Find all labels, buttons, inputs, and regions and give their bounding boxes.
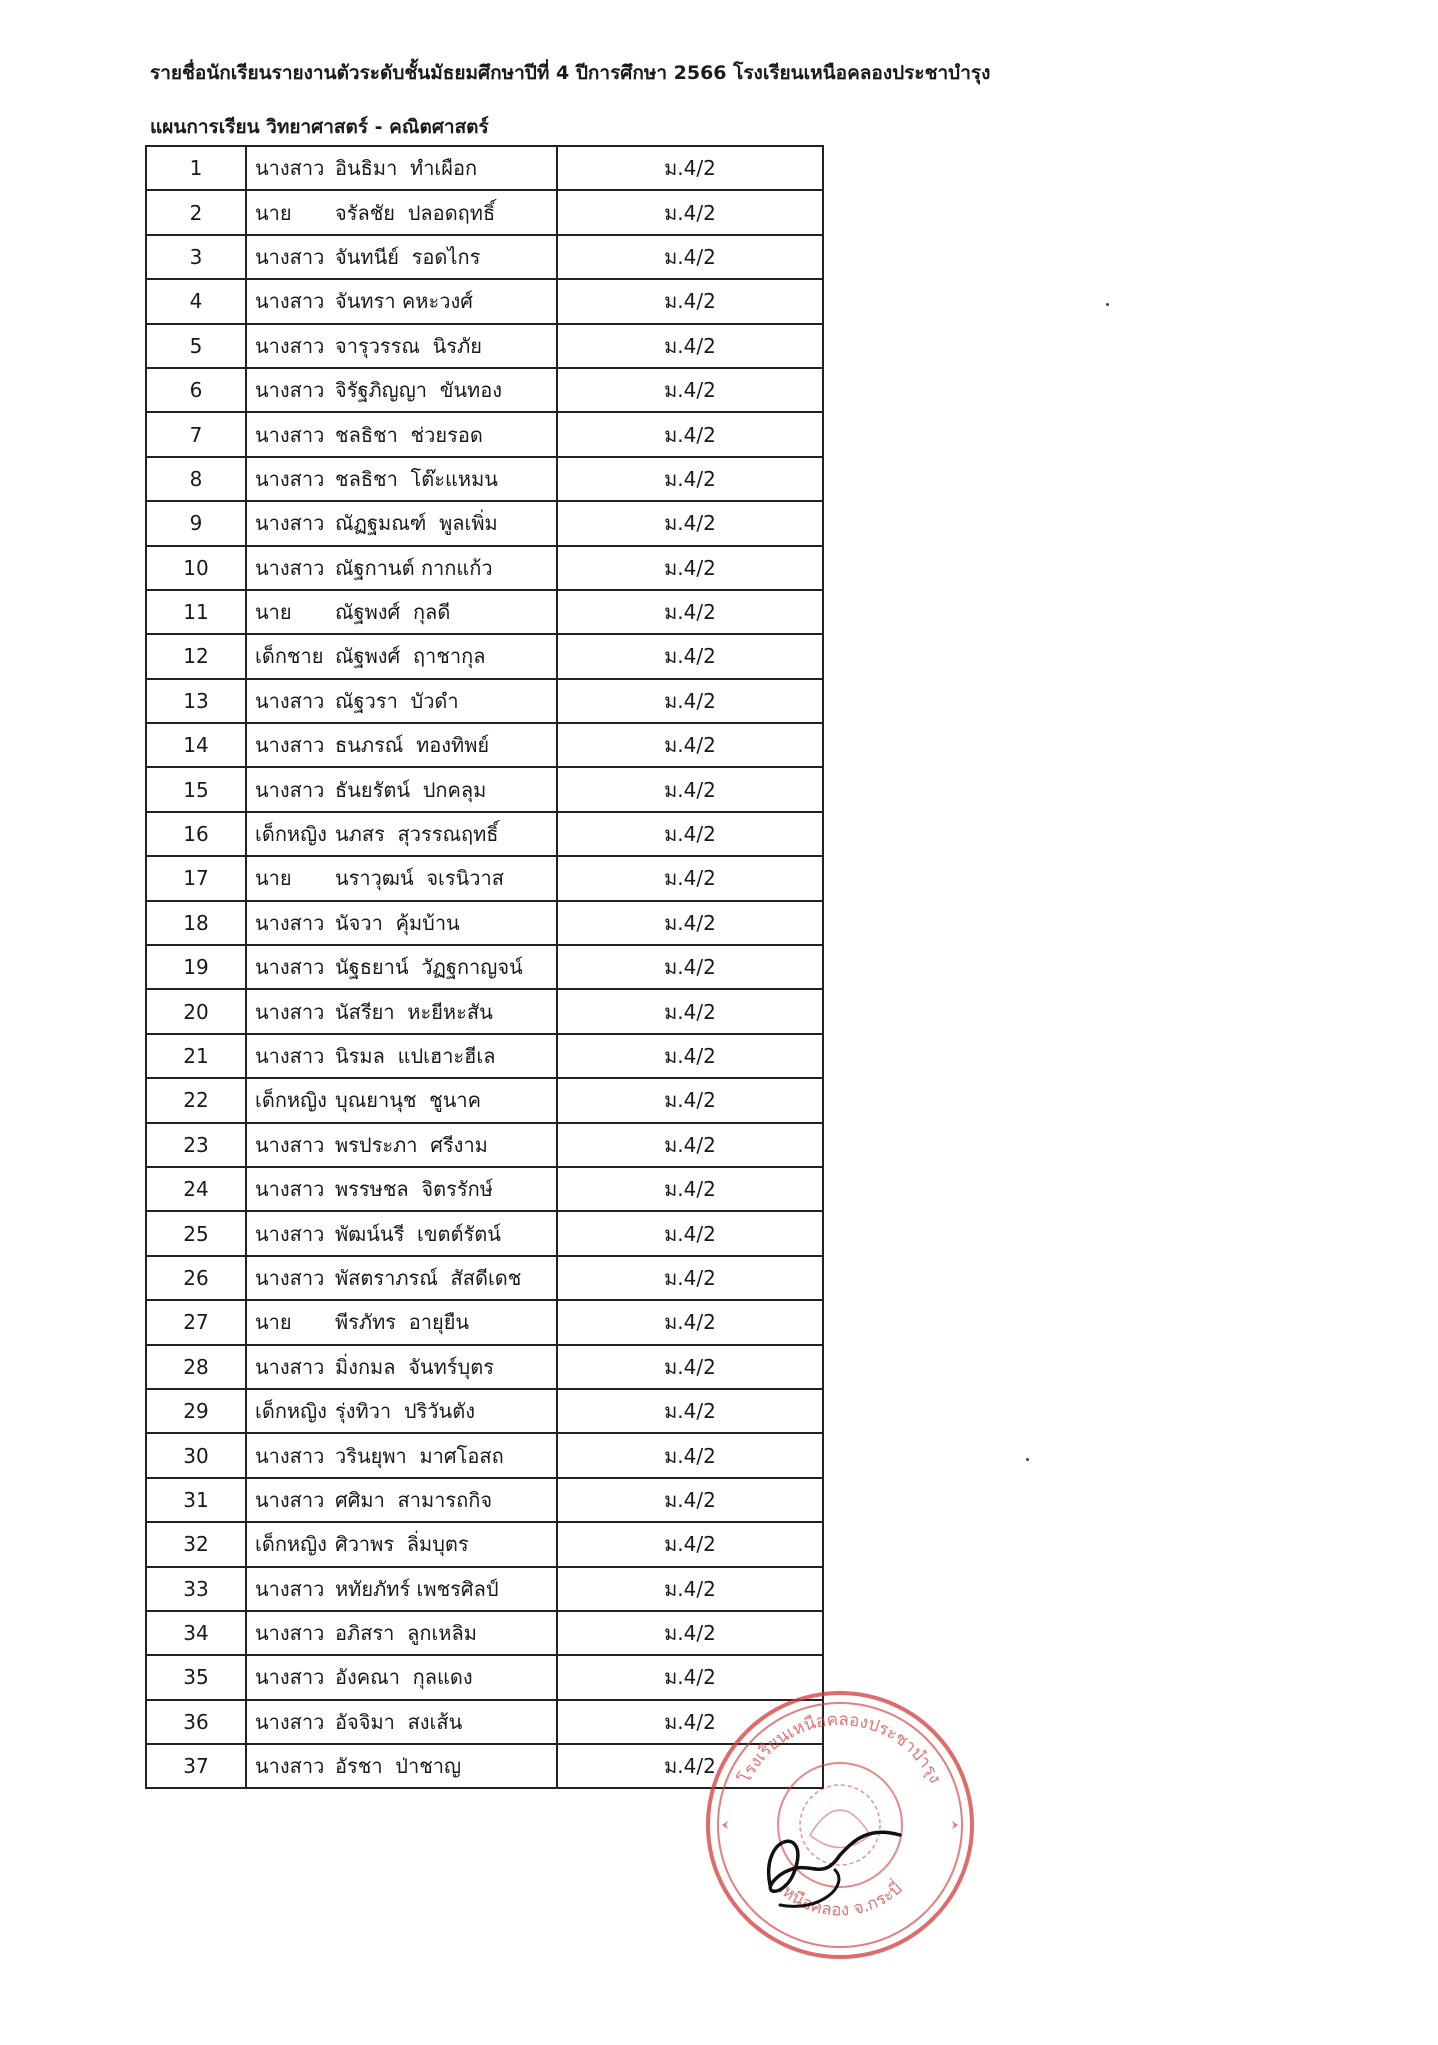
student-full-name: พีรภัทร อายุยืน bbox=[335, 1310, 470, 1335]
student-name-cell bbox=[246, 1567, 557, 1611]
table-row bbox=[146, 634, 823, 678]
student-number: 10 bbox=[146, 546, 246, 590]
student-roster-table bbox=[145, 145, 824, 1789]
table-row bbox=[146, 146, 823, 190]
name-prefix: นางสาว bbox=[255, 1044, 325, 1068]
student-full-name: อัรชา ป่าชาญ bbox=[335, 1754, 462, 1779]
name-prefix: นางสาว bbox=[255, 1709, 325, 1734]
principal-signature bbox=[769, 1832, 900, 1891]
class-level: ม.4/2 bbox=[557, 767, 823, 811]
class-level: ม.4/2 bbox=[557, 324, 823, 368]
student-number: 17 bbox=[146, 856, 246, 900]
student-full-name: ณัฐพงศ์ กุลดี bbox=[335, 600, 451, 625]
document-title: รายชื่อนักเรียนรายงานตัวระดับชั้นมัธยมศึกษาปีที่ 4 ปีการศึกษา 2566 โรงเรียนเหนือคลองประชาบำรุง bbox=[150, 62, 991, 84]
seal-emblem-motif bbox=[810, 1810, 870, 1848]
student-full-name: นภสร สุวรรณฤทธิ์ bbox=[335, 822, 499, 847]
student-full-name: นัสรียา หะยีหะสัน bbox=[335, 999, 493, 1024]
class-level: ม.4/2 bbox=[557, 812, 823, 856]
class-level: ม.4/2 bbox=[557, 1744, 823, 1788]
student-full-name: ณัฐกานต์ กากแก้ว bbox=[335, 555, 493, 580]
student-name-cell bbox=[246, 546, 557, 590]
name-prefix: นางสาว bbox=[255, 1576, 325, 1601]
student-full-name: อัจจิมา สงเส้น bbox=[335, 1709, 463, 1734]
student-name-cell bbox=[246, 412, 557, 456]
class-level: ม.4/2 bbox=[557, 901, 823, 945]
table-row bbox=[146, 1611, 823, 1655]
study-plan-heading: แผนการเรียน วิทยาศาสตร์ - คณิตศาสตร์ bbox=[150, 116, 489, 138]
class-level: ม.4/2 bbox=[557, 1211, 823, 1255]
student-full-name: ณัฐวรา บัวดำ bbox=[335, 688, 459, 713]
student-number: 16 bbox=[146, 812, 246, 856]
student-name-cell bbox=[246, 1522, 557, 1566]
name-prefix: นางสาว bbox=[255, 1132, 325, 1157]
name-prefix: นางสาว bbox=[255, 1754, 325, 1779]
scan-speck bbox=[1026, 1458, 1029, 1461]
table-row bbox=[146, 1389, 823, 1433]
name-prefix: นางสาว bbox=[255, 1621, 325, 1646]
student-full-name: หทัยภัทร์ เพชรศิลป์ bbox=[335, 1576, 499, 1601]
name-prefix: นางสาว bbox=[255, 555, 325, 580]
name-prefix: นางสาว bbox=[255, 1177, 325, 1202]
table-row bbox=[146, 190, 823, 234]
class-level: ม.4/2 bbox=[557, 1655, 823, 1699]
seal-text-bottom: เหนือคลอง จ.กระบี่ bbox=[773, 1878, 907, 1921]
student-full-name: ธันยรัตน์ ปกคลุม bbox=[335, 777, 487, 802]
student-name-cell bbox=[246, 1611, 557, 1655]
table-row bbox=[146, 812, 823, 856]
student-name-cell bbox=[246, 1211, 557, 1255]
student-name-cell bbox=[246, 634, 557, 678]
student-number: 8 bbox=[146, 457, 246, 501]
table-row bbox=[146, 368, 823, 412]
class-level: ม.4/2 bbox=[557, 1078, 823, 1122]
name-prefix: นางสาว bbox=[255, 333, 325, 358]
table-row bbox=[146, 901, 823, 945]
name-prefix: นางสาว bbox=[255, 688, 325, 713]
student-name-cell bbox=[246, 1345, 557, 1389]
student-full-name: ชลธิชา โต๊ะแหมน bbox=[335, 466, 498, 491]
table-row bbox=[146, 412, 823, 456]
student-name-cell bbox=[246, 1123, 557, 1167]
student-name-cell bbox=[246, 723, 557, 767]
student-name-cell bbox=[246, 235, 557, 279]
class-level: ม.4/2 bbox=[557, 546, 823, 590]
student-name-cell bbox=[246, 679, 557, 723]
student-full-name: วรินยุพา มาศโอสถ bbox=[335, 1443, 504, 1468]
student-number: 14 bbox=[146, 723, 246, 767]
class-level: ม.4/2 bbox=[557, 146, 823, 190]
table-row bbox=[146, 279, 823, 323]
school-seal-stamp bbox=[700, 1685, 980, 1965]
student-full-name: จารุวรรณ นิรภัย bbox=[335, 333, 482, 358]
roster-body bbox=[146, 146, 823, 1788]
table-row bbox=[146, 1345, 823, 1389]
student-number: 6 bbox=[146, 368, 246, 412]
name-prefix: เด็กหญิง bbox=[255, 1399, 327, 1424]
student-number: 2 bbox=[146, 190, 246, 234]
student-name-cell bbox=[246, 989, 557, 1033]
table-row bbox=[146, 546, 823, 590]
name-prefix: เด็กชาย bbox=[255, 644, 324, 669]
table-row bbox=[146, 679, 823, 723]
student-full-name: จันทรา คหะวงศ์ bbox=[335, 289, 473, 314]
student-full-name: นัฐธยาน์ วัฏฐกาญจน์ bbox=[335, 955, 523, 980]
name-prefix: เด็กหญิง bbox=[255, 1532, 327, 1557]
class-level: ม.4/2 bbox=[557, 190, 823, 234]
class-level: ม.4/2 bbox=[557, 1345, 823, 1389]
name-prefix: นางสาว bbox=[255, 955, 325, 980]
student-name-cell bbox=[246, 146, 557, 190]
student-full-name: จรัลชัย ปลอดฤทธิ์ bbox=[335, 200, 496, 225]
name-prefix: นางสาว bbox=[255, 1487, 325, 1512]
student-full-name: อินธิมา ทำเผือก bbox=[335, 156, 478, 181]
name-prefix: เด็กหญิง bbox=[255, 1088, 327, 1113]
student-number: 12 bbox=[146, 634, 246, 678]
name-prefix: นาย bbox=[255, 600, 292, 625]
student-name-cell bbox=[246, 812, 557, 856]
student-number: 11 bbox=[146, 590, 246, 634]
student-number: 35 bbox=[146, 1655, 246, 1699]
table-row bbox=[146, 590, 823, 634]
student-name-cell bbox=[246, 1300, 557, 1344]
student-name-cell bbox=[246, 1078, 557, 1122]
name-prefix: นางสาว bbox=[255, 999, 325, 1024]
student-name-cell bbox=[246, 856, 557, 900]
student-number: 24 bbox=[146, 1167, 246, 1211]
class-level: ม.4/2 bbox=[557, 1700, 823, 1744]
student-number: 27 bbox=[146, 1300, 246, 1344]
student-number: 34 bbox=[146, 1611, 246, 1655]
table-row bbox=[146, 1300, 823, 1344]
student-full-name: อังคณา กุลแดง bbox=[335, 1665, 473, 1690]
student-number: 33 bbox=[146, 1567, 246, 1611]
class-level: ม.4/2 bbox=[557, 501, 823, 545]
class-level: ม.4/2 bbox=[557, 235, 823, 279]
student-number: 23 bbox=[146, 1123, 246, 1167]
student-number: 20 bbox=[146, 989, 246, 1033]
student-number: 4 bbox=[146, 279, 246, 323]
class-level: ม.4/2 bbox=[557, 989, 823, 1033]
student-name-cell bbox=[246, 368, 557, 412]
student-number: 22 bbox=[146, 1078, 246, 1122]
student-full-name: ณัฐพงศ์ ฤาชากุล bbox=[335, 644, 486, 669]
class-level: ม.4/2 bbox=[557, 1300, 823, 1344]
class-level: ม.4/2 bbox=[557, 1478, 823, 1522]
student-full-name: ศิวาพร ลิ่มบุตร bbox=[335, 1532, 469, 1557]
table-row bbox=[146, 1034, 823, 1078]
student-number: 28 bbox=[146, 1345, 246, 1389]
name-prefix: นางสาว bbox=[255, 733, 325, 758]
student-number: 5 bbox=[146, 324, 246, 368]
student-full-name: ชลธิชา ช่วยรอด bbox=[335, 422, 483, 447]
seal-star-marks bbox=[722, 1821, 958, 1829]
student-number: 25 bbox=[146, 1211, 246, 1255]
student-number: 32 bbox=[146, 1522, 246, 1566]
class-level: ม.4/2 bbox=[557, 1123, 823, 1167]
class-level: ม.4/2 bbox=[557, 1256, 823, 1300]
student-full-name: ศศิมา สามารถกิจ bbox=[335, 1487, 493, 1512]
name-prefix: นางสาว bbox=[255, 511, 325, 536]
student-number: 36 bbox=[146, 1700, 246, 1744]
name-prefix: นางสาว bbox=[255, 244, 325, 269]
student-full-name: พรรษชล จิตรรักษ์ bbox=[335, 1177, 493, 1202]
student-name-cell bbox=[246, 501, 557, 545]
class-level: ม.4/2 bbox=[557, 1433, 823, 1477]
seal-text-top: โรงเรียนเหนือคลองประชาบำรุง bbox=[735, 1709, 945, 1787]
name-prefix: นางสาว bbox=[255, 422, 325, 447]
student-full-name: มิ่งกมล จันทร์บุตร bbox=[335, 1354, 494, 1379]
student-number: 30 bbox=[146, 1433, 246, 1477]
student-name-cell bbox=[246, 457, 557, 501]
student-number: 13 bbox=[146, 679, 246, 723]
student-number: 29 bbox=[146, 1389, 246, 1433]
name-prefix: นางสาว bbox=[255, 1265, 325, 1290]
student-full-name: จันทนีย์ รอดไกร bbox=[335, 244, 481, 269]
name-prefix: นางสาว bbox=[255, 378, 325, 403]
class-level: ม.4/2 bbox=[557, 1522, 823, 1566]
name-prefix: นางสาว bbox=[255, 1221, 325, 1246]
class-level: ม.4/2 bbox=[557, 1167, 823, 1211]
student-number: 18 bbox=[146, 901, 246, 945]
class-level: ม.4/2 bbox=[557, 1611, 823, 1655]
student-full-name: พัสตราภรณ์ สัสดีเดช bbox=[335, 1265, 522, 1290]
table-row bbox=[146, 856, 823, 900]
scan-speck bbox=[1106, 303, 1109, 306]
name-prefix: นางสาว bbox=[255, 910, 325, 935]
student-number: 19 bbox=[146, 945, 246, 989]
class-level: ม.4/2 bbox=[557, 945, 823, 989]
student-full-name: นิรมล แปเฮาะฮีเล bbox=[335, 1044, 496, 1068]
table-row bbox=[146, 945, 823, 989]
student-number: 31 bbox=[146, 1478, 246, 1522]
class-level: ม.4/2 bbox=[557, 368, 823, 412]
name-prefix: นางสาว bbox=[255, 1354, 325, 1379]
student-full-name: ธนภรณ์ ทองทิพย์ bbox=[335, 733, 490, 758]
table-row bbox=[146, 1433, 823, 1477]
student-number: 37 bbox=[146, 1744, 246, 1788]
name-prefix: นาย bbox=[255, 866, 292, 891]
name-prefix: นางสาว bbox=[255, 1665, 325, 1690]
student-full-name: จิรัฐภิญญา ขันทอง bbox=[335, 378, 503, 403]
table-row bbox=[146, 501, 823, 545]
table-row bbox=[146, 767, 823, 811]
student-name-cell bbox=[246, 1256, 557, 1300]
class-level: ม.4/2 bbox=[557, 1034, 823, 1078]
student-full-name: ณัฏฐมณฑ์ พูลเพิ่ม bbox=[335, 511, 498, 536]
name-prefix: นาย bbox=[255, 1310, 292, 1335]
table-row bbox=[146, 1522, 823, 1566]
student-name-cell bbox=[246, 1389, 557, 1433]
name-prefix: นางสาว bbox=[255, 156, 325, 181]
name-prefix: นางสาว bbox=[255, 466, 325, 491]
table-row bbox=[146, 1478, 823, 1522]
name-prefix: นางสาว bbox=[255, 777, 325, 802]
student-full-name: พัฒน์นรี เขตต์รัตน์ bbox=[335, 1221, 501, 1246]
table-row bbox=[146, 1567, 823, 1611]
student-number: 26 bbox=[146, 1256, 246, 1300]
student-name-cell bbox=[246, 945, 557, 989]
student-name-cell bbox=[246, 1655, 557, 1699]
name-prefix: นาย bbox=[255, 200, 292, 225]
student-full-name: นัจวา คุ้มบ้าน bbox=[335, 910, 460, 935]
table-row bbox=[146, 1167, 823, 1211]
student-name-cell bbox=[246, 901, 557, 945]
student-number: 21 bbox=[146, 1034, 246, 1078]
table-row bbox=[146, 324, 823, 368]
class-level: ม.4/2 bbox=[557, 457, 823, 501]
name-prefix: เด็กหญิง bbox=[255, 822, 327, 847]
student-number: 15 bbox=[146, 767, 246, 811]
class-level: ม.4/2 bbox=[557, 1567, 823, 1611]
student-name-cell bbox=[246, 1700, 557, 1744]
student-full-name: อภิสรา ลูกเหลิม bbox=[335, 1621, 477, 1646]
table-row bbox=[146, 1211, 823, 1255]
student-name-cell bbox=[246, 190, 557, 234]
student-number: 9 bbox=[146, 501, 246, 545]
student-name-cell bbox=[246, 590, 557, 634]
student-number: 1 bbox=[146, 146, 246, 190]
student-name-cell bbox=[246, 279, 557, 323]
student-number: 3 bbox=[146, 235, 246, 279]
class-level: ม.4/2 bbox=[557, 412, 823, 456]
table-row bbox=[146, 989, 823, 1033]
student-number: 7 bbox=[146, 412, 246, 456]
student-full-name: นราวุฒน์ จเรนิวาส bbox=[335, 866, 504, 891]
table-row bbox=[146, 457, 823, 501]
student-full-name: รุ่งทิวา ปริวันตัง bbox=[335, 1399, 475, 1424]
student-name-cell bbox=[246, 1433, 557, 1477]
student-name-cell bbox=[246, 1034, 557, 1078]
class-level: ม.4/2 bbox=[557, 634, 823, 678]
student-name-cell bbox=[246, 1167, 557, 1211]
student-name-cell bbox=[246, 1478, 557, 1522]
table-row bbox=[146, 1123, 823, 1167]
student-full-name: บุณยานุช ชูนาค bbox=[335, 1088, 482, 1113]
student-name-cell bbox=[246, 1744, 557, 1788]
name-prefix: นางสาว bbox=[255, 289, 325, 314]
table-row bbox=[146, 1256, 823, 1300]
student-name-cell bbox=[246, 767, 557, 811]
class-level: ม.4/2 bbox=[557, 723, 823, 767]
student-name-cell bbox=[246, 324, 557, 368]
name-prefix: นางสาว bbox=[255, 1443, 325, 1468]
class-level: ม.4/2 bbox=[557, 279, 823, 323]
table-row bbox=[146, 1078, 823, 1122]
class-level: ม.4/2 bbox=[557, 590, 823, 634]
class-level: ม.4/2 bbox=[557, 856, 823, 900]
student-full-name: พรประภา ศรีงาม bbox=[335, 1132, 488, 1157]
table-row bbox=[146, 723, 823, 767]
table-row bbox=[146, 235, 823, 279]
class-level: ม.4/2 bbox=[557, 679, 823, 723]
class-level: ม.4/2 bbox=[557, 1389, 823, 1433]
